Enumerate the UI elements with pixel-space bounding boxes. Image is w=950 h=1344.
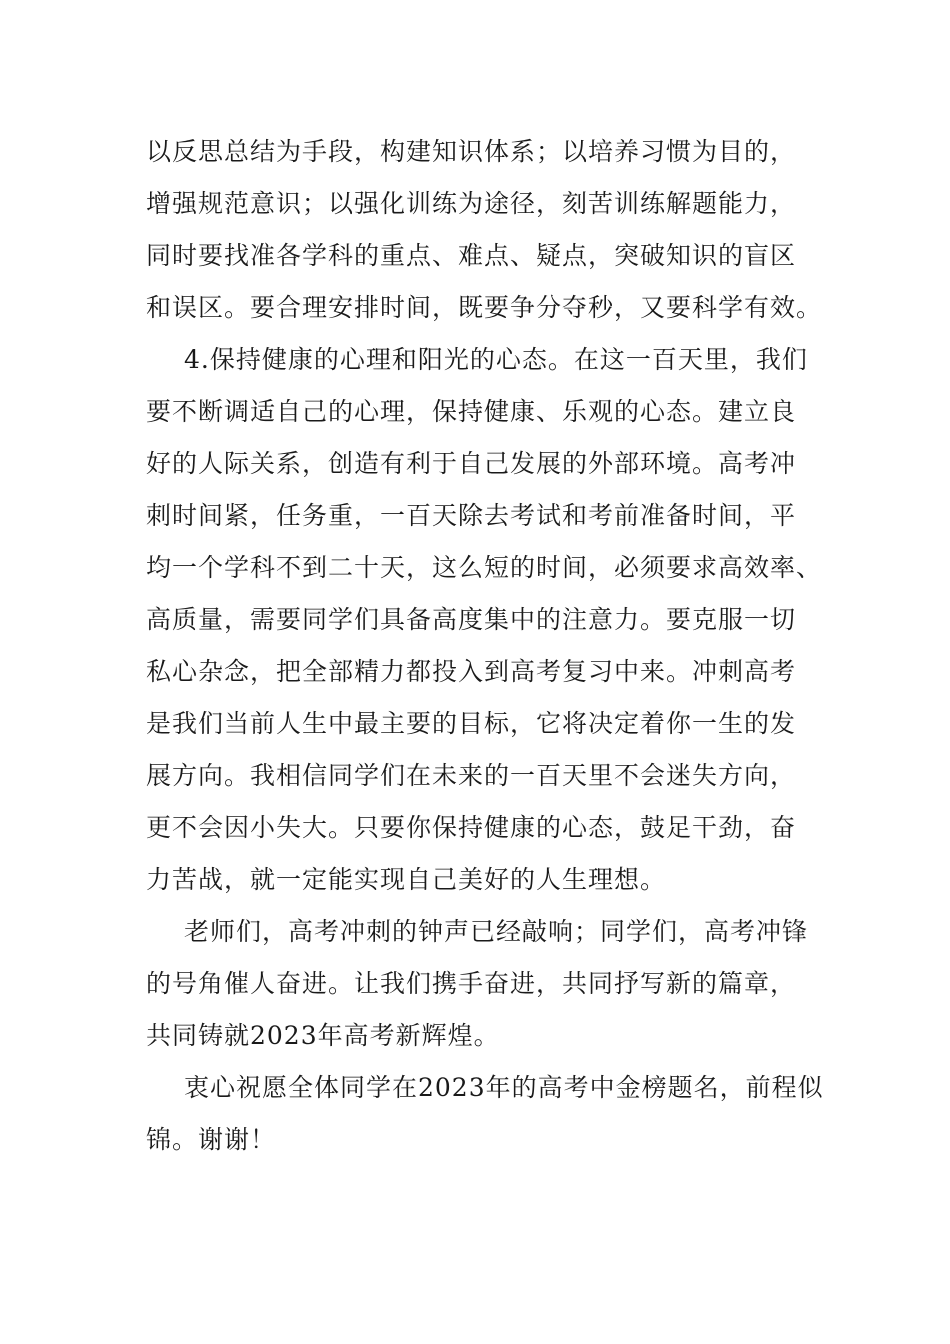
text-line: 同时要找准各学科的重点、难点、疑点，突破知识的盲区 <box>146 241 797 270</box>
text-line: 增强规范意识；以强化训练为途径，刻苦训练解题能力， <box>146 189 797 218</box>
text-line: 以反思总结为手段，构建知识体系；以培养习惯为目的， <box>146 137 797 166</box>
text-line: 的号角催人奋进。让我们携手奋进，共同抒写新的篇章， <box>146 969 797 998</box>
text-line: 刺时间紧，任务重，一百天除去考试和考前准备时间，平 <box>146 501 797 530</box>
text-line: 和误区。要合理安排时间，既要争分夺秒，又要科学有效。 <box>146 293 823 322</box>
body-text <box>146 126 826 1166</box>
text-line: 更不会因小失大。只要你保持健康的心态，鼓足干劲，奋 <box>146 813 797 842</box>
text-line: 好的人际关系，创造有利于自己发展的外部环境。高考冲 <box>146 449 797 478</box>
text-line: 展方向。我相信同学们在未来的一百天里不会迷失方向， <box>146 761 797 790</box>
paragraph-start-line: 4.保持健康的心理和阳光的心态。在这一百天里，我们 <box>184 345 808 374</box>
text-line: 高质量，需要同学们具备高度集中的注意力。要克服一切 <box>146 605 797 634</box>
text-line: 均一个学科不到二十天，这么短的时间，必须要求高效率、 <box>146 553 823 582</box>
text-line: 力苦战，就一定能实现自己美好的人生理想。 <box>146 865 667 894</box>
text-line: 要不断调适自己的心理，保持健康、乐观的心态。建立良 <box>146 397 797 426</box>
paragraph-start-line: 衷心祝愿全体同学在2023年的高考中金榜题名，前程似 <box>184 1073 824 1102</box>
text-line: 是我们当前人生中最主要的目标，它将决定着你一生的发 <box>146 709 797 738</box>
text-line: 私心杂念，把全部精力都投入到高考复习中来。冲刺高考 <box>146 657 797 686</box>
paragraph-start-line: 老师们，高考冲刺的钟声已经敲响；同学们，高考冲锋 <box>184 917 809 946</box>
text-line: 锦。谢谢！ <box>146 1125 277 1154</box>
text-line: 共同铸就2023年高考新辉煌。 <box>146 1021 500 1050</box>
